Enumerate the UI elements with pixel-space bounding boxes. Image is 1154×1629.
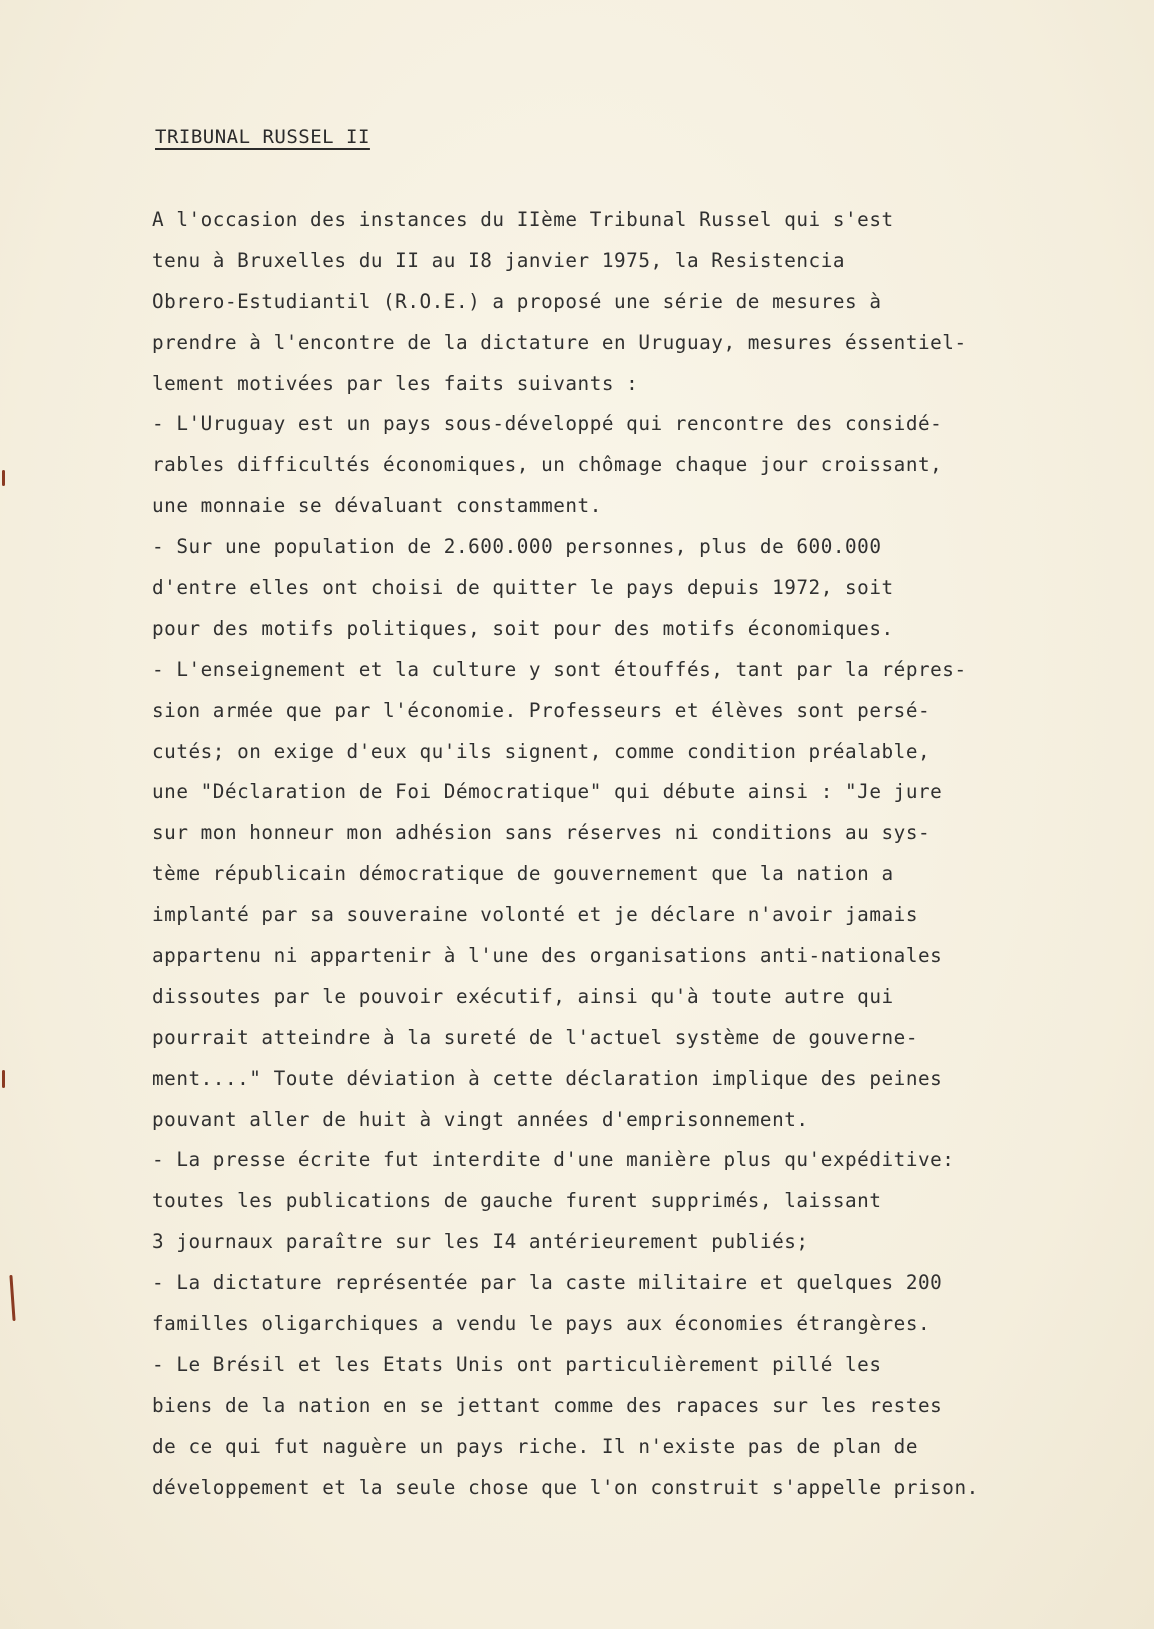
text-line: 3 journaux paraître sur les I4 antérieurement publiés; bbox=[152, 1230, 809, 1254]
text-line: une monnaie se dévaluant constamment. bbox=[152, 494, 602, 518]
text-line: Obrero-Estudiantil (R.O.E.) a proposé une série de mesures à bbox=[152, 289, 882, 313]
text-line: de ce qui fut naguère un pays riche. Il n'existe pas de plan de bbox=[152, 1434, 918, 1458]
text-line: ment...." Toute déviation à cette déclaration implique des peines bbox=[152, 1066, 943, 1090]
text-line: développement et la seule chose que l'on construit s'appelle prison. bbox=[152, 1475, 979, 1499]
text-line: appartenu ni appartenir à l'une des organisations anti-nationales bbox=[152, 944, 943, 968]
text-line: - L'enseignement et la culture y sont étouffés, tant par la répres- bbox=[152, 657, 967, 681]
text-line: rables difficultés économiques, un chômage chaque jour croissant, bbox=[152, 453, 943, 477]
text-line: tenu à Bruxelles du II au I8 janvier 1975, la Resistencia bbox=[152, 248, 846, 272]
document-title: TRIBUNAL RUSSEL II bbox=[155, 126, 370, 148]
text-line: biens de la nation en se jettant comme des rapaces sur les restes bbox=[152, 1393, 943, 1417]
margin-mark bbox=[2, 1070, 5, 1088]
text-line: - La dictature représentée par la caste militaire et quelques 200 bbox=[152, 1271, 943, 1295]
text-line: familles oligarchiques a vendu le pays aux économies étrangères. bbox=[152, 1312, 931, 1336]
text-line: - Sur une population de 2.600.000 personnes, plus de 600.000 bbox=[152, 535, 882, 559]
text-line: - Le Brésil et les Etats Unis ont particulièrement pillé les bbox=[152, 1352, 882, 1376]
text-line: pourrait atteindre à la sureté de l'actuel système de gouverne- bbox=[152, 1025, 918, 1049]
text-line: cutés; on exige d'eux qu'ils signent, comme condition préalable, bbox=[152, 739, 931, 763]
text-line: tème républicain démocratique de gouvernement que la nation a bbox=[152, 862, 894, 886]
text-line: - L'Uruguay est un pays sous-développé qui rencontre des considé- bbox=[152, 412, 943, 436]
text-line: pouvant aller de huit à vingt années d'emprisonnement. bbox=[152, 1107, 809, 1131]
text-line: sur mon honneur mon adhésion sans réserves ni conditions au sys- bbox=[152, 821, 931, 845]
margin-mark bbox=[9, 1275, 15, 1321]
text-line: implanté par sa souveraine volonté et je déclare n'avoir jamais bbox=[152, 903, 918, 927]
text-line: prendre à l'encontre de la dictature en Uruguay, mesures éssentiel- bbox=[152, 330, 967, 354]
text-line: d'entre elles ont choisi de quitter le pays depuis 1972, soit bbox=[152, 576, 894, 600]
document-body bbox=[152, 205, 1132, 1514]
text-line: une "Déclaration de Foi Démocratique" qui débute ainsi : "Je jure bbox=[152, 780, 943, 804]
text-line: lement motivées par les faits suivants : bbox=[152, 371, 639, 395]
text-line: dissoutes par le pouvoir exécutif, ainsi qu'à toute autre qui bbox=[152, 984, 894, 1008]
text-line: pour des motifs politiques, soit pour des motifs économiques. bbox=[152, 616, 894, 640]
text-line: sion armée que par l'économie. Professeurs et élèves sont persé- bbox=[152, 698, 931, 722]
text-line: - La presse écrite fut interdite d'une manière plus qu'expéditive: bbox=[152, 1148, 955, 1172]
margin-mark bbox=[2, 470, 5, 486]
text-line: A l'occasion des instances du IIème Tribunal Russel qui s'est bbox=[152, 208, 894, 231]
text-line: toutes les publications de gauche furent supprimés, laissant bbox=[152, 1189, 882, 1213]
